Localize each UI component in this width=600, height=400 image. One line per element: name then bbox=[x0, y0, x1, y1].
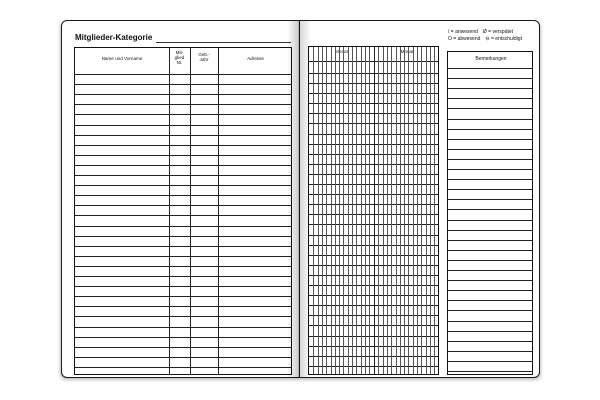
grid-row-line bbox=[309, 245, 438, 246]
month-header-line bbox=[309, 61, 438, 62]
attendance-grid bbox=[308, 46, 439, 375]
remarks-row-line bbox=[448, 169, 532, 170]
day-column-line bbox=[434, 47, 435, 374]
grid-row-line bbox=[309, 93, 438, 94]
remarks-row-line bbox=[448, 331, 532, 332]
table-row-line bbox=[75, 185, 291, 186]
grid-row-line bbox=[309, 73, 438, 74]
remarks-row-line bbox=[448, 280, 532, 281]
legend-late: Ø = verspätet bbox=[482, 29, 514, 35]
grid-row-line bbox=[309, 255, 438, 256]
remarks-row-line bbox=[448, 230, 532, 231]
table-row-line bbox=[75, 135, 291, 136]
remarks-row-line bbox=[448, 310, 532, 311]
remarks-row-line bbox=[448, 179, 532, 180]
table-row-line bbox=[75, 286, 291, 287]
grid-row-line bbox=[309, 184, 438, 185]
remarks-row-line bbox=[448, 98, 532, 99]
grid-row-line bbox=[309, 336, 438, 337]
month-header-2: Monat bbox=[400, 49, 414, 54]
remarks-row-line bbox=[448, 199, 532, 200]
table-row-line bbox=[75, 205, 291, 206]
remarks-row-line bbox=[448, 149, 532, 150]
grid-row-line bbox=[309, 134, 438, 135]
table-row-line bbox=[75, 357, 291, 358]
legend-excused: ⊖ = entschuldigt bbox=[485, 36, 522, 42]
day-column-line bbox=[322, 47, 323, 374]
table-row-line bbox=[75, 347, 291, 348]
grid-row-line bbox=[309, 285, 438, 286]
grid-row-line bbox=[309, 194, 438, 195]
table-row-line bbox=[75, 337, 291, 338]
day-column-line bbox=[365, 47, 366, 374]
table-row-line bbox=[75, 296, 291, 297]
day-column-line bbox=[421, 47, 422, 374]
legend-row bbox=[448, 36, 538, 43]
remarks-row-line bbox=[448, 119, 532, 120]
day-column-line bbox=[378, 47, 379, 374]
remarks-row-line bbox=[448, 240, 532, 241]
remarks-row-line bbox=[448, 270, 532, 271]
grid-row-line bbox=[309, 103, 438, 104]
remarks-row-line bbox=[448, 341, 532, 342]
left-page bbox=[61, 20, 301, 378]
remarks-row-line bbox=[448, 88, 532, 89]
grid-row-line bbox=[309, 214, 438, 215]
remarks-row-line bbox=[448, 290, 532, 291]
table-row-line bbox=[75, 74, 291, 75]
grid-row-line bbox=[309, 83, 438, 84]
table-row-line bbox=[75, 246, 291, 247]
column-divider bbox=[169, 48, 170, 374]
day-column-line bbox=[417, 47, 418, 374]
remarks-row-line bbox=[448, 139, 532, 140]
day-column-line bbox=[343, 47, 344, 374]
table-row-line bbox=[75, 306, 291, 307]
remarks-row-line bbox=[448, 351, 532, 352]
grid-row-line bbox=[309, 366, 438, 367]
grid-row-line bbox=[309, 325, 438, 326]
grid-row-line bbox=[309, 154, 438, 155]
remarks-row-line bbox=[448, 371, 532, 372]
grid-row-line bbox=[309, 123, 438, 124]
month-header-1: Monat bbox=[335, 49, 348, 54]
grid-row-line bbox=[309, 164, 438, 165]
remarks-row-line bbox=[448, 321, 532, 322]
day-column-line bbox=[352, 47, 353, 374]
grid-row-line bbox=[309, 305, 438, 306]
header-member-number: Mit- glied Nr. bbox=[174, 50, 185, 65]
remarks-row-line bbox=[448, 159, 532, 160]
day-column-line bbox=[413, 47, 414, 374]
day-column-line bbox=[335, 47, 336, 374]
remarks-row-line bbox=[448, 129, 532, 130]
legend-row bbox=[448, 29, 538, 36]
table-row-line bbox=[75, 316, 291, 317]
grid-row-line bbox=[309, 235, 438, 236]
attendance-legend bbox=[448, 29, 538, 43]
grid-row-line bbox=[309, 346, 438, 347]
remarks-row-line bbox=[448, 361, 532, 362]
grid-row-line bbox=[309, 204, 438, 205]
sheet-title: Mitglieder-Kategorie bbox=[75, 33, 153, 42]
day-column-line bbox=[369, 47, 370, 374]
table-row-line bbox=[75, 327, 291, 328]
remarks-row-line bbox=[448, 108, 532, 109]
remarks-row-line bbox=[448, 78, 532, 79]
remarks-row-line bbox=[448, 250, 532, 251]
day-column-line bbox=[383, 47, 384, 374]
grid-row-line bbox=[309, 295, 438, 296]
table-row-line bbox=[75, 236, 291, 237]
open-notebook-spread bbox=[61, 20, 540, 378]
table-row-line bbox=[75, 256, 291, 257]
table-row-line bbox=[75, 145, 291, 146]
day-column-line bbox=[348, 47, 349, 374]
day-column-line bbox=[408, 47, 409, 374]
table-row-line bbox=[75, 155, 291, 156]
day-column-line bbox=[326, 47, 327, 374]
table-row-line bbox=[75, 276, 291, 277]
remarks-row-line bbox=[448, 189, 532, 190]
legend-present: / = anwesend bbox=[448, 29, 478, 35]
day-column-line bbox=[391, 47, 392, 374]
remarks-header: Bemerkungen bbox=[475, 56, 507, 62]
day-column-line bbox=[339, 47, 340, 374]
table-row-line bbox=[75, 226, 291, 227]
table-row-line bbox=[75, 125, 291, 126]
table-row-line bbox=[75, 114, 291, 115]
remarks-row-line bbox=[448, 209, 532, 210]
remarks-row-line bbox=[448, 220, 532, 221]
table-row-line bbox=[75, 175, 291, 176]
members-table bbox=[74, 47, 292, 375]
header-address: Adresse bbox=[247, 56, 264, 61]
day-column-line bbox=[318, 47, 319, 374]
table-row-line bbox=[75, 165, 291, 166]
grid-row-line bbox=[309, 265, 438, 266]
grid-row-line bbox=[309, 113, 438, 114]
day-column-line bbox=[387, 47, 388, 374]
day-column-line bbox=[356, 47, 357, 374]
day-column-line bbox=[400, 47, 401, 374]
table-row-line bbox=[75, 266, 291, 267]
right-page bbox=[299, 20, 540, 378]
remarks-table bbox=[447, 51, 533, 375]
day-column-line bbox=[313, 47, 314, 374]
day-column-line bbox=[331, 47, 332, 374]
header-birth-year: Geb.- Jahr bbox=[198, 52, 210, 62]
day-column-line bbox=[430, 47, 431, 374]
grid-row-line bbox=[309, 174, 438, 175]
table-row-line bbox=[75, 215, 291, 216]
day-column-line bbox=[361, 47, 362, 374]
remarks-row-line bbox=[448, 300, 532, 301]
day-column-line bbox=[404, 47, 405, 374]
remarks-row-line bbox=[448, 260, 532, 261]
table-row-line bbox=[75, 104, 291, 105]
grid-row-line bbox=[309, 356, 438, 357]
column-divider bbox=[190, 48, 191, 374]
grid-row-line bbox=[309, 315, 438, 316]
title-underline bbox=[156, 42, 291, 43]
day-column-line bbox=[396, 47, 397, 374]
header-name: Name und Vorname bbox=[101, 56, 143, 61]
grid-row-line bbox=[309, 144, 438, 145]
table-row-line bbox=[75, 84, 291, 85]
grid-row-line bbox=[309, 224, 438, 225]
table-row-line bbox=[75, 367, 291, 368]
table-row-line bbox=[75, 195, 291, 196]
day-column-line bbox=[426, 47, 427, 374]
remarks-row-line bbox=[448, 68, 532, 69]
column-divider bbox=[218, 48, 219, 374]
legend-absent: O = abwesend bbox=[448, 36, 481, 42]
table-row-line bbox=[75, 94, 291, 95]
grid-row-line bbox=[309, 275, 438, 276]
